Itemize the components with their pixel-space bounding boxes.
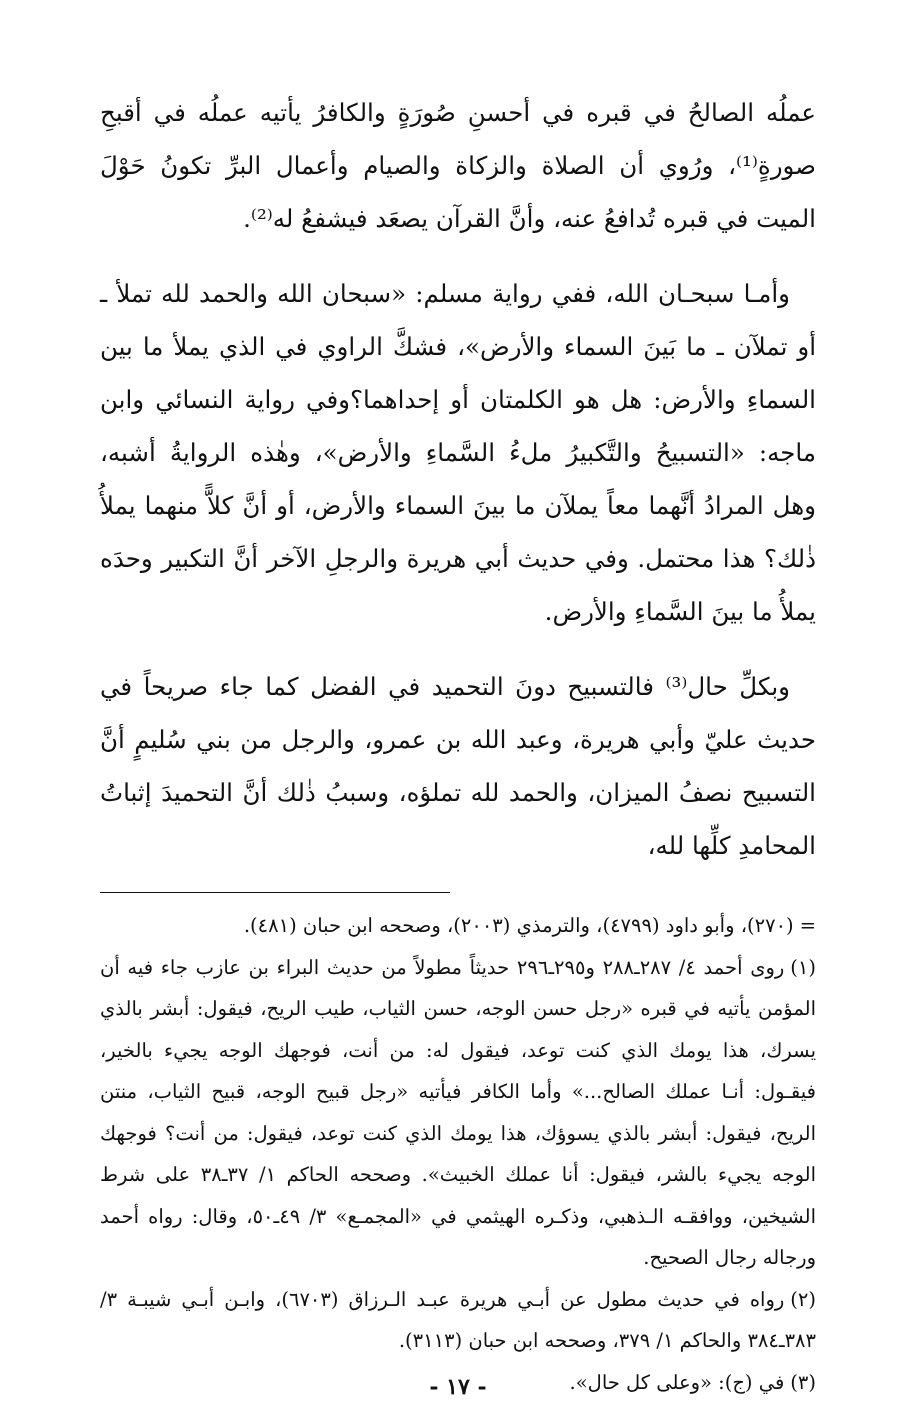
paragraph-2: وأمـا سبحـان الله، ففي رواية مسلم: «سبحان الله والحمد لله تملأ ـ أو تملآن ـ ما بَينَ السماء والأرض»، فشكَّ الراوي في الذي يملأ ما بين السماءِ والأرض: هل هو الكلمتان أو إحداهما؟وفي رواية النسائي وابن ماجه: «التسبيحُ والتَّكبيرُ ملءُ السَّماءِ والأرض»، وهٰذه الروايةُ أشبه، وهل المرادُ أنَّهما معاً يملآن ما بينَ السماء والأرض، أو أنَّ كلاًّ منهما يملأُ ذٰلك؟ هذا محتمل. وفي حديث أبي هريرة والرجلِ الآخر أنَّ التكبير وحدَه يملأُ ما بينَ السَّماءِ والأرض. bbox=[100, 267, 816, 638]
paragraph-1: عملُه الصالحُ في قبره في أحسنِ صُورَةٍ والكافرُ يأتيه عملُه في أقبحِ صورةٍ⁽¹⁾، ورُوي أن الصلاة والزكاة والصيام وأعمال البرِّ تكونُ حَوْلَ الميت في قبره تُدافعُ عنه، وأنَّ القرآن يصعَد فيشفعُ له⁽²⁾. bbox=[100, 86, 816, 245]
footnote-marker: (٣) bbox=[790, 1371, 816, 1394]
footnote-text: روى أحمد ٤/ ٢٨٧ـ٢٨٨ و٢٩٥ـ٢٩٦ حديثاً مطولاً من حديث البراء بن عازب جاء فيه أن المؤمن يأتيه في قبره «رجل حسن الوجه، حسن الثياب، طيب الريح، فيقول: أبشر بالذي يسرك، هذا يومك الذي كنت توعد، فيقول له: من أنت، فوجهك الوجه يجيء بالخير، فيقـول: أنـا عملك الصالح...» وأما الكافر فيأتيه «رجل قبيح الوجه، قبيح الثياب، منتن الريح، فيقول: أبشر بالذي يسوؤك، هذا يومك الذي كنت توعد، فيقول: من أنت؟ فوجهك الوجه يجيء بالشر، فيقول: أنا عملك الخبيث». وصححه الحاكم ١/ ٣٧ـ٣٨ على شرط الشيخين، ووافقـه الـذهبي، وذكـره الهيثمي في «المجمـع» ٣/ ٤٩ـ٥٠، وقال: رواه أحمد ورجاله رجال الصحيح. bbox=[100, 956, 816, 1270]
paragraph-3: وبكلِّ حال⁽³⁾ فالتسبيح دونَ التحميد في الفضل كما جاء صريحاً في حديث عليّ وأبي هريرة، وعبد الله بن عمرو، والرجل من بني سُليمٍ أنَّ التسبيح نصفُ الميزان، والحمد لله تملؤه، وسببُ ذٰلك أنَّ التحميدَ إثباتُ المحامدِ كلِّها لله، bbox=[100, 660, 816, 872]
main-text bbox=[100, 86, 816, 872]
footnote-text: في (ج): «وعلى كل حال». bbox=[570, 1371, 785, 1394]
book-page bbox=[100, 86, 816, 1366]
footnote-marker: (١) bbox=[790, 956, 816, 979]
footnote-separator bbox=[100, 892, 450, 893]
footnote-text: (٢٧٠)، وأبو داود (٤٧٩٩)، والترمذي (٢٠٠٣)، وصححه ابن حبان (٤٨١). bbox=[244, 914, 794, 937]
footnote-marker: (٢) bbox=[790, 1288, 816, 1311]
footnote-marker: = bbox=[800, 914, 816, 937]
footnotes bbox=[100, 905, 816, 1403]
page-number: - ١٧ - bbox=[100, 1374, 816, 1400]
footnote-1 bbox=[100, 947, 816, 1279]
footnote-continuation bbox=[100, 905, 816, 947]
footnote-2 bbox=[100, 1279, 816, 1362]
footnote-text: رواه في حديث مطول عن أبـي هريرة عبـد الـرزاق (٦٧٠٣)، وابـن أبـي شيبـة ٣/ ٣٨٣ـ٣٨٤ والحاكم ١/ ٣٧٩، وصححه ابن حبان (٣١١٣). bbox=[100, 1288, 816, 1353]
